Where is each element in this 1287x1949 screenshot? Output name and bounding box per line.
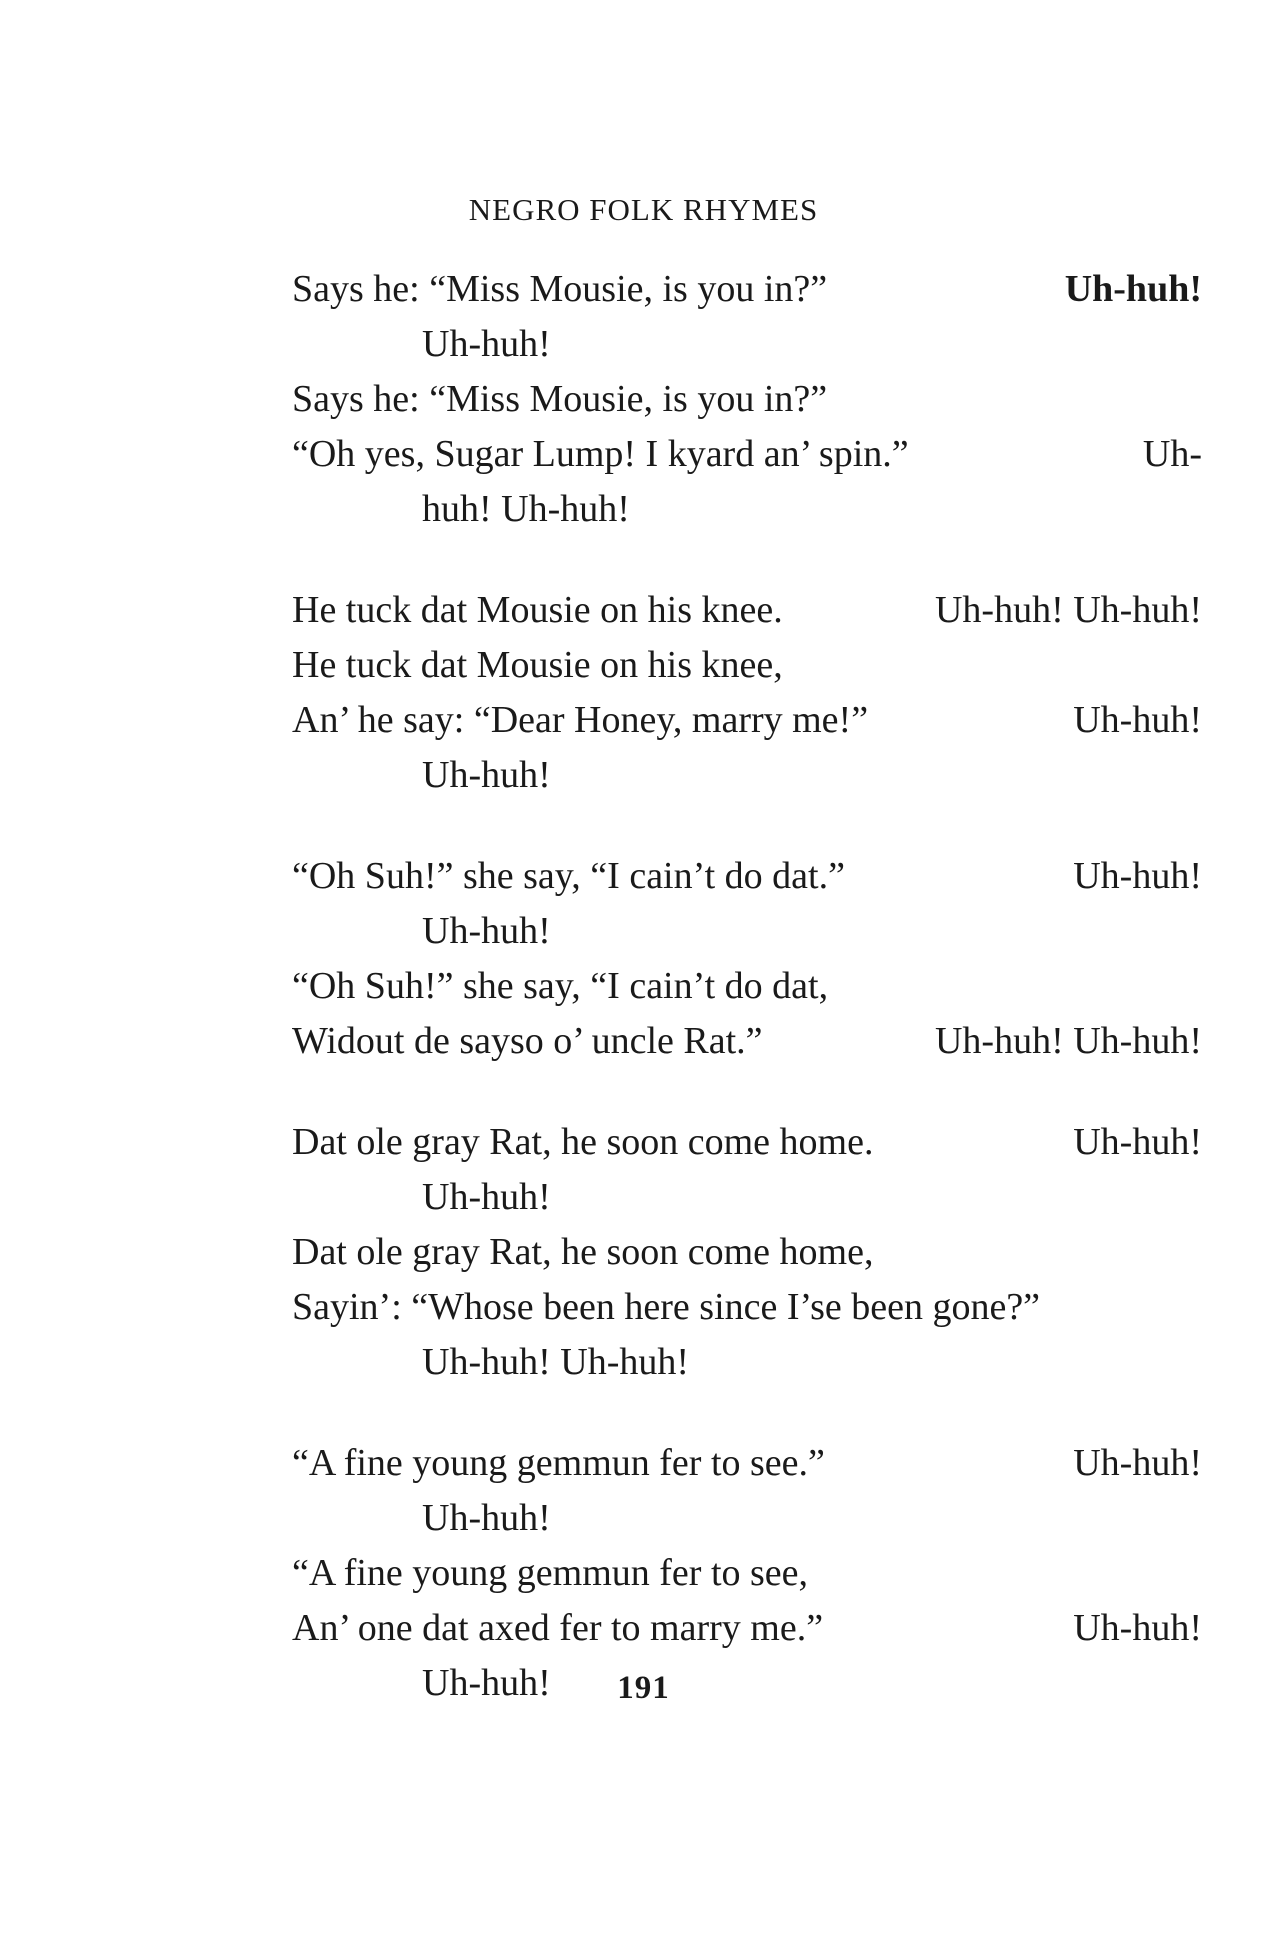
- running-head: NEGRO FOLK RHYMES: [468, 192, 819, 227]
- poem-line-continuation: [292, 1170, 1202, 1225]
- refrain-text: Uh-huh!: [1064, 268, 1202, 310]
- poem-line: [292, 638, 1202, 693]
- poem-line-continuation: [292, 748, 1202, 803]
- line-text: Dat ole gray Rat, he soon come home.: [292, 1121, 874, 1163]
- poem-line-continuation: [292, 482, 1202, 537]
- refrain-text: Uh-huh! Uh-huh!: [934, 589, 1202, 631]
- line-text: Dat ole gray Rat, he soon come home,: [292, 1231, 874, 1273]
- stanza-gap: [292, 803, 1202, 849]
- line-text: Says he: “Miss Mousie, is you in?”: [292, 268, 828, 310]
- refrain-text: Uh-huh! Uh-huh!: [422, 1341, 690, 1383]
- refrain-text: Uh-huh!: [422, 1662, 551, 1704]
- poem-line: [292, 1436, 1202, 1491]
- refrain-text: huh! Uh-huh!: [422, 488, 630, 530]
- poem-line-continuation: [292, 317, 1202, 372]
- refrain-text: Uh-huh!: [1073, 699, 1202, 741]
- poem-line: [292, 849, 1202, 904]
- refrain-text: Uh-huh!: [422, 1497, 551, 1539]
- poem-line: [292, 262, 1202, 317]
- line-text: “Oh Suh!” she say, “I cain’t do dat,: [292, 965, 829, 1007]
- poem-line: [292, 1225, 1202, 1280]
- poem-line: [292, 959, 1202, 1014]
- page-number: 191: [617, 1670, 670, 1706]
- line-text: “A fine young gemmun fer to see,: [292, 1552, 809, 1594]
- refrain-text: Uh-huh!: [422, 323, 551, 365]
- refrain-text: Uh-huh!: [1073, 1442, 1202, 1484]
- poem-line: [292, 1014, 1202, 1069]
- line-text: He tuck dat Mousie on his knee.: [292, 589, 783, 631]
- refrain-text: Uh-huh!: [1073, 1121, 1202, 1163]
- line-text: “Oh yes, Sugar Lump! I kyard an’ spin.”: [292, 433, 909, 475]
- poem-line-continuation: [292, 1491, 1202, 1546]
- poem-line: [292, 1115, 1202, 1170]
- refrain-text: Uh-huh!: [422, 754, 551, 796]
- line-text: Widout de sayso o’ uncle Rat.”: [292, 1020, 763, 1062]
- poem-line: [292, 1601, 1202, 1656]
- poem-line: [292, 583, 1202, 638]
- poem-line: [292, 693, 1202, 748]
- line-text: Says he: “Miss Mousie, is you in?”: [292, 378, 828, 420]
- poem-line: [292, 372, 1202, 427]
- stanza-gap: [292, 1390, 1202, 1436]
- refrain-text: Uh-huh!: [1073, 1607, 1202, 1649]
- poem-line: [292, 1280, 1202, 1335]
- poem: [292, 262, 1202, 1711]
- line-text: He tuck dat Mousie on his knee,: [292, 644, 783, 686]
- poem-line: [292, 1546, 1202, 1601]
- poem-line-continuation: [292, 904, 1202, 959]
- poem-line: [292, 427, 1202, 482]
- poem-line-continuation: [292, 1335, 1202, 1390]
- line-text: An’ he say: “Dear Honey, marry me!”: [292, 699, 869, 741]
- line-text: “A fine young gemmun fer to see.”: [292, 1442, 825, 1484]
- stanza-gap: [292, 537, 1202, 583]
- stanza-gap: [292, 1069, 1202, 1115]
- line-text: Sayin’: “Whose been here since I’se been gone?”: [292, 1286, 1041, 1328]
- refrain-text: Uh-huh!: [422, 1176, 551, 1218]
- refrain-text: Uh-huh!: [1073, 855, 1202, 897]
- line-text: An’ one dat axed fer to marry me.”: [292, 1607, 824, 1649]
- refrain-text: Uh-huh! Uh-huh!: [934, 1020, 1202, 1062]
- refrain-text: Uh-huh!: [422, 910, 551, 952]
- line-text: “Oh Suh!” she say, “I cain’t do dat.”: [292, 855, 845, 897]
- refrain-text: Uh-: [1142, 433, 1202, 475]
